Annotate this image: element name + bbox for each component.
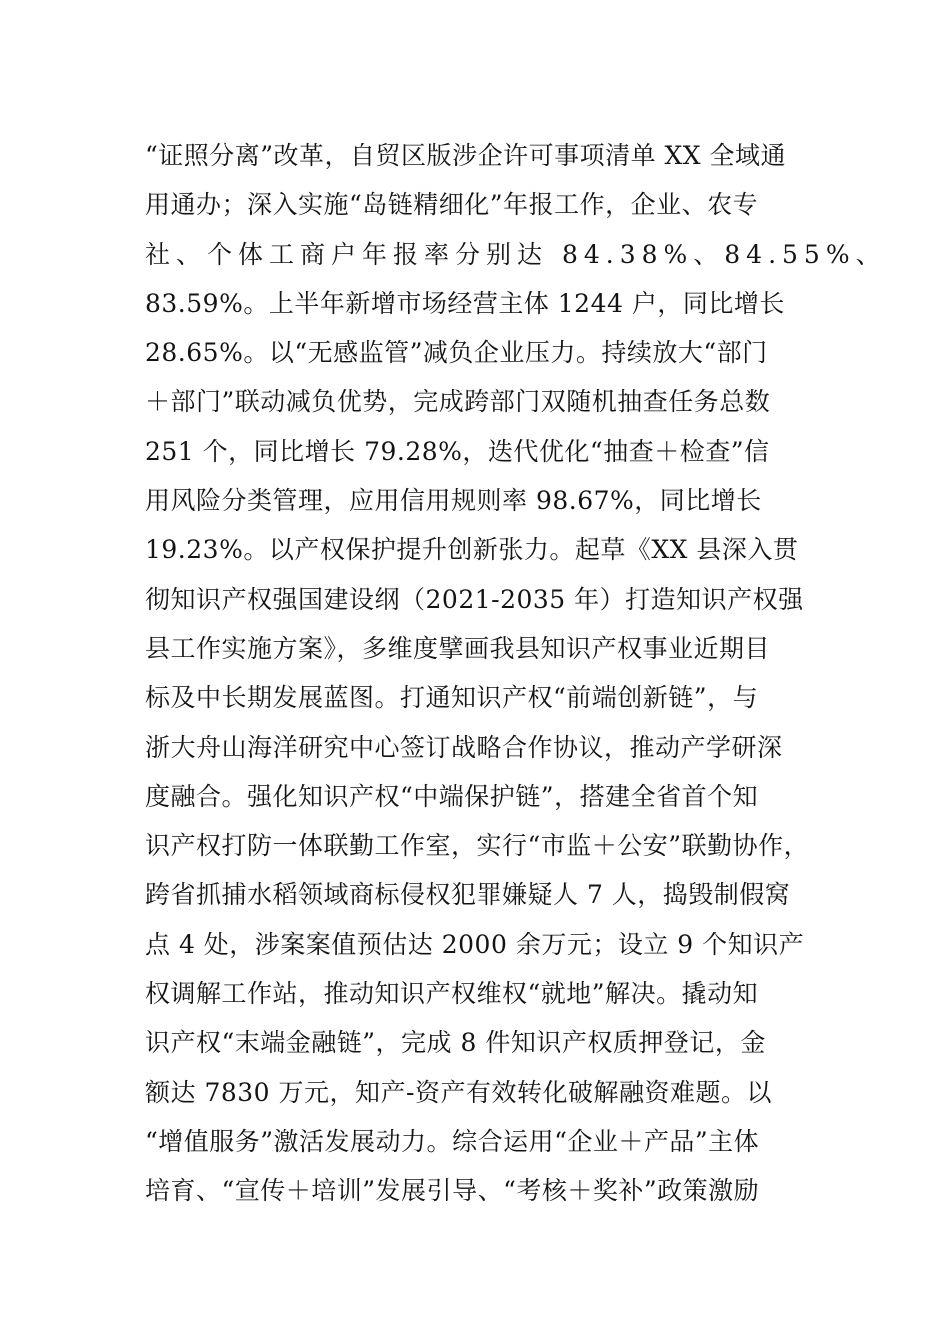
text-line: 社、个体工商户年报率分别达 84.38%、84.55%、 <box>145 239 887 269</box>
text-line: “增值服务”激活发展动力。综合运用“企业＋产品”主体 <box>145 1126 760 1156</box>
text-line: 用风险分类管理，应用信用规则率 98.67%，同比增长 <box>145 486 762 516</box>
text-line: 19.23%。以产权保护提升创新张力。起草《XX 县深入贯 <box>145 535 799 565</box>
text-line: 权调解工作站，推动知识产权维权“就地”解决。撬动知 <box>145 979 759 1009</box>
text-line: 浙大舟山海洋研究中心签订战略合作协议，推动产学研深 <box>145 732 783 762</box>
text-line: 彻知识产权强国建设纲（2021-2035 年）打造知识产权强 <box>145 584 804 614</box>
text-line: 县工作实施方案》，多维度擘画我县知识产权事业近期目 <box>145 633 771 663</box>
text-line: 83.59%。上半年新增市场经营主体 1244 户，同比增长 <box>145 288 785 318</box>
text-line: 点 4 处，涉案案值预估达 2000 余万元；设立 9 个知识产 <box>145 929 805 959</box>
text-line: 跨省抓捕水稻领域商标侵权犯罪嫌疑人 7 人，捣毁制假窝 <box>145 880 791 910</box>
text-line: 识产权“末端金融链”，完成 8 件知识产权质押登记，金 <box>145 1028 766 1058</box>
text-line: 28.65%。以“无感监管”减负企业压力。持续放大“部门 <box>145 338 768 368</box>
text-line: 用通办；深入实施“岛链精细化”年报工作，企业、农专 <box>145 190 759 220</box>
text-line: 识产权打防一体联勤工作室，实行“市监＋公安”联勤协作， <box>145 831 810 861</box>
text-line: 额达 7830 万元，知产-资产有效转化破解融资难题。以 <box>145 1077 772 1107</box>
text-line: 培育、“宣传＋培训”发展引导、“考核＋奖补”政策激励 <box>145 1176 760 1206</box>
text-line: 度融合。强化知识产权“中端保护链”，搭建全省首个知 <box>145 781 759 811</box>
text-line: “证照分离”改革，自贸区版涉企许可事项清单 XX 全域通 <box>145 141 787 170</box>
text-line: 251 个，同比增长 79.28%，迭代优化“抽查＋检查”信 <box>145 436 770 466</box>
text-line: ＋部门”联动减负优势，完成跨部门双随机抽查任务总数 <box>145 387 771 417</box>
body-paragraph <box>145 131 887 1216</box>
text-line: 标及中长期发展蓝图。打通知识产权“前端创新链”，与 <box>145 683 759 713</box>
